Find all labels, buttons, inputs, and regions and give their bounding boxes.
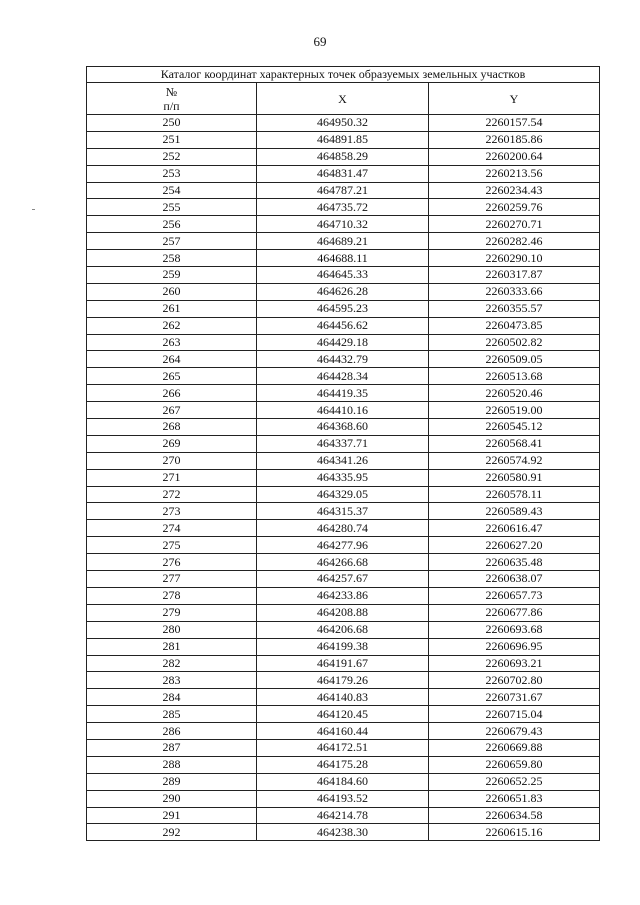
y-coordinate-cell: 2260693.21 [429,655,600,672]
y-coordinate-cell: 2260616.47 [429,520,600,537]
table-row [87,199,600,216]
y-coordinate-cell: 2260677.86 [429,604,600,621]
point-number-cell: 254 [87,182,257,199]
table-row [87,706,600,723]
table-row [87,233,600,250]
point-number-cell: 261 [87,300,257,317]
x-coordinate-cell: 464688.11 [257,250,429,267]
y-coordinate-cell: 2260259.76 [429,199,600,216]
x-coordinate-cell: 464428.34 [257,368,429,385]
x-coordinate-cell: 464179.26 [257,672,429,689]
x-coordinate-cell: 464368.60 [257,419,429,436]
x-coordinate-cell: 464429.18 [257,334,429,351]
point-number-cell: 291 [87,807,257,824]
table-row [87,537,600,554]
y-coordinate-cell: 2260290.10 [429,250,600,267]
point-number-cell: 276 [87,554,257,571]
table-row [87,824,600,841]
point-number-cell: 272 [87,486,257,503]
y-coordinate-cell: 2260715.04 [429,706,600,723]
y-coordinate-cell: 2260578.11 [429,486,600,503]
x-coordinate-cell: 464208.88 [257,604,429,621]
table-row [87,300,600,317]
y-coordinate-cell: 2260545.12 [429,419,600,436]
table-row [87,452,600,469]
table-row [87,638,600,655]
table-title-row [87,67,600,83]
table-row [87,756,600,773]
coordinate-catalog-table [86,66,600,841]
x-coordinate-cell: 464858.29 [257,148,429,165]
x-coordinate-cell: 464120.45 [257,706,429,723]
y-coordinate-cell: 2260317.87 [429,267,600,284]
point-number-cell: 266 [87,385,257,402]
y-coordinate-cell: 2260638.07 [429,571,600,588]
x-coordinate-cell: 464950.32 [257,115,429,132]
point-number-cell: 262 [87,317,257,334]
point-number-cell: 265 [87,368,257,385]
point-number-cell: 252 [87,148,257,165]
x-coordinate-cell: 464595.23 [257,300,429,317]
table-row [87,368,600,385]
point-number-cell: 292 [87,824,257,841]
point-number-cell: 289 [87,773,257,790]
y-coordinate-cell: 2260157.54 [429,115,600,132]
table-row [87,385,600,402]
table-row [87,587,600,604]
table-row [87,807,600,824]
point-number-cell: 250 [87,115,257,132]
y-coordinate-cell: 2260657.73 [429,587,600,604]
y-coordinate-cell: 2260520.46 [429,385,600,402]
point-number-cell: 274 [87,520,257,537]
table-row [87,503,600,520]
y-coordinate-cell: 2260679.43 [429,723,600,740]
x-coordinate-cell: 464140.83 [257,689,429,706]
y-coordinate-cell: 2260568.41 [429,435,600,452]
x-coordinate-cell: 464626.28 [257,283,429,300]
table-title: Каталог координат характерных точек образуемых земельных участков [87,67,600,83]
y-coordinate-cell: 2260635.48 [429,554,600,571]
y-coordinate-cell: 2260509.05 [429,351,600,368]
point-number-cell: 279 [87,604,257,621]
y-coordinate-cell: 2260634.58 [429,807,600,824]
x-coordinate-cell: 464456.62 [257,317,429,334]
y-coordinate-cell: 2260669.88 [429,739,600,756]
scan-artifact-mark [32,209,35,210]
table-row [87,317,600,334]
point-number-cell: 290 [87,790,257,807]
point-number-cell: 282 [87,655,257,672]
x-coordinate-cell: 464191.67 [257,655,429,672]
y-coordinate-cell: 2260270.71 [429,216,600,233]
y-coordinate-cell: 2260659.80 [429,756,600,773]
x-coordinate-cell: 464341.26 [257,452,429,469]
table-row [87,469,600,486]
x-coordinate-cell: 464315.37 [257,503,429,520]
x-coordinate-cell: 464160.44 [257,723,429,740]
y-coordinate-cell: 2260282.46 [429,233,600,250]
table-row [87,250,600,267]
table-row [87,351,600,368]
table-row [87,655,600,672]
point-number-cell: 256 [87,216,257,233]
table-row [87,571,600,588]
x-coordinate-cell: 464831.47 [257,165,429,182]
x-coordinate-cell: 464175.28 [257,756,429,773]
y-coordinate-cell: 2260696.95 [429,638,600,655]
table-row [87,402,600,419]
table-row [87,672,600,689]
point-number-cell: 288 [87,756,257,773]
column-header-x: X [257,83,429,115]
x-coordinate-cell: 464335.95 [257,469,429,486]
point-number-cell: 255 [87,199,257,216]
y-coordinate-cell: 2260652.25 [429,773,600,790]
point-number-cell: 286 [87,723,257,740]
table-row [87,165,600,182]
table-header-row [87,83,600,115]
x-coordinate-cell: 464184.60 [257,773,429,790]
y-coordinate-cell: 2260519.00 [429,402,600,419]
x-coordinate-cell: 464277.96 [257,537,429,554]
point-number-cell: 287 [87,739,257,756]
x-coordinate-cell: 464329.05 [257,486,429,503]
point-number-cell: 259 [87,267,257,284]
y-coordinate-cell: 2260651.83 [429,790,600,807]
point-number-cell: 267 [87,402,257,419]
table-row [87,148,600,165]
y-coordinate-cell: 2260693.68 [429,621,600,638]
x-coordinate-cell: 464432.79 [257,351,429,368]
x-coordinate-cell: 464645.33 [257,267,429,284]
table-row [87,283,600,300]
point-number-cell: 253 [87,165,257,182]
table-row [87,486,600,503]
point-number-cell: 283 [87,672,257,689]
table-row [87,267,600,284]
table-row [87,621,600,638]
x-coordinate-cell: 464410.16 [257,402,429,419]
x-coordinate-cell: 464280.74 [257,520,429,537]
column-header-number-line1: № [165,84,178,99]
x-coordinate-cell: 464689.21 [257,233,429,250]
table-row [87,790,600,807]
table-row [87,419,600,436]
column-header-number-line2: п/п [163,98,180,113]
table-row [87,554,600,571]
x-coordinate-cell: 464238.30 [257,824,429,841]
x-coordinate-cell: 464214.78 [257,807,429,824]
y-coordinate-cell: 2260473.85 [429,317,600,334]
x-coordinate-cell: 464206.68 [257,621,429,638]
x-coordinate-cell: 464172.51 [257,739,429,756]
point-number-cell: 257 [87,233,257,250]
table-row [87,773,600,790]
table-row [87,689,600,706]
point-number-cell: 281 [87,638,257,655]
page-number: 69 [313,34,327,49]
table-row [87,520,600,537]
point-number-cell: 271 [87,469,257,486]
y-coordinate-cell: 2260213.56 [429,165,600,182]
y-coordinate-cell: 2260513.68 [429,368,600,385]
y-coordinate-cell: 2260731.67 [429,689,600,706]
point-number-cell: 269 [87,435,257,452]
point-number-cell: 278 [87,587,257,604]
y-coordinate-cell: 2260615.16 [429,824,600,841]
point-number-cell: 270 [87,452,257,469]
table-row [87,182,600,199]
table-body [87,115,600,841]
table-row [87,604,600,621]
table-row [87,115,600,132]
y-coordinate-cell: 2260502.82 [429,334,600,351]
point-number-cell: 280 [87,621,257,638]
point-number-cell: 277 [87,571,257,588]
table-row [87,334,600,351]
x-coordinate-cell: 464735.72 [257,199,429,216]
point-number-cell: 284 [87,689,257,706]
y-coordinate-cell: 2260234.43 [429,182,600,199]
column-header-y: Y [429,83,600,115]
x-coordinate-cell: 464337.71 [257,435,429,452]
point-number-cell: 264 [87,351,257,368]
table-row [87,723,600,740]
point-number-cell: 260 [87,283,257,300]
table-row [87,216,600,233]
y-coordinate-cell: 2260589.43 [429,503,600,520]
y-coordinate-cell: 2260200.64 [429,148,600,165]
y-coordinate-cell: 2260580.91 [429,469,600,486]
y-coordinate-cell: 2260574.92 [429,452,600,469]
y-coordinate-cell: 2260627.20 [429,537,600,554]
point-number-cell: 268 [87,419,257,436]
point-number-cell: 273 [87,503,257,520]
y-coordinate-cell: 2260702.80 [429,672,600,689]
point-number-cell: 275 [87,537,257,554]
point-number-cell: 251 [87,131,257,148]
column-header-number [87,83,257,115]
x-coordinate-cell: 464233.86 [257,587,429,604]
table-row [87,435,600,452]
point-number-cell: 258 [87,250,257,267]
table-row [87,131,600,148]
x-coordinate-cell: 464787.21 [257,182,429,199]
x-coordinate-cell: 464257.67 [257,571,429,588]
x-coordinate-cell: 464266.68 [257,554,429,571]
y-coordinate-cell: 2260355.57 [429,300,600,317]
x-coordinate-cell: 464199.38 [257,638,429,655]
point-number-cell: 285 [87,706,257,723]
x-coordinate-cell: 464419.35 [257,385,429,402]
point-number-cell: 263 [87,334,257,351]
table-row [87,739,600,756]
y-coordinate-cell: 2260185.86 [429,131,600,148]
x-coordinate-cell: 464710.32 [257,216,429,233]
x-coordinate-cell: 464193.52 [257,790,429,807]
y-coordinate-cell: 2260333.66 [429,283,600,300]
x-coordinate-cell: 464891.85 [257,131,429,148]
